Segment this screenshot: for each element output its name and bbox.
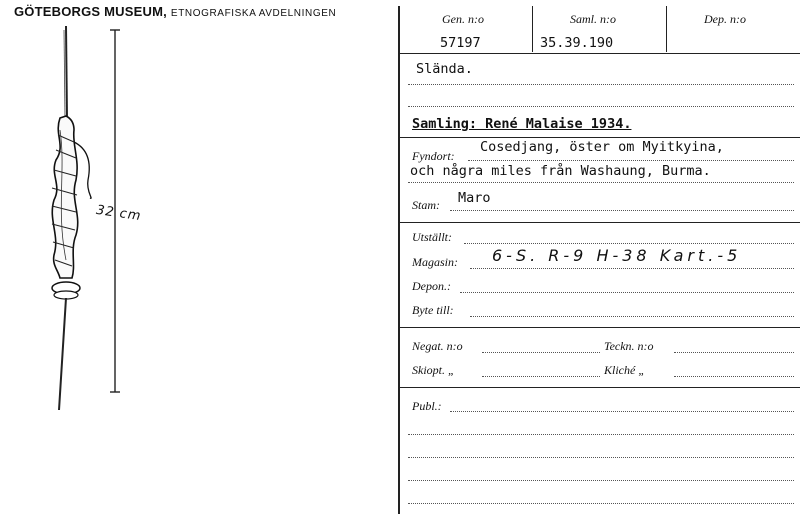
collection: Samling: René Malaise 1934.	[412, 116, 632, 132]
spindle-icon	[52, 26, 91, 410]
gen-no-value: 57197	[440, 35, 481, 51]
publ-label: Publ.:	[412, 399, 442, 413]
fyndort-line1: Cosedjang, öster om Myitkyina,	[480, 139, 724, 155]
dep-no-label: Dep. n:o	[704, 12, 746, 26]
magasin-label: Magasin:	[412, 255, 458, 269]
museum-header	[14, 4, 336, 19]
depon-label: Depon.:	[412, 279, 451, 293]
stam-label: Stam:	[412, 198, 440, 212]
museum-department: ETNOGRAFISKA AVDELNINGEN	[170, 8, 337, 19]
byte-label: Byte till:	[412, 303, 454, 317]
utstallt-label: Utställt:	[412, 230, 453, 244]
negat-label: Negat. n:o	[412, 339, 463, 353]
teckn-label: Teckn. n:o	[604, 339, 654, 353]
fyndort-label: Fyndort:	[412, 149, 455, 163]
measure-label: 32 cm	[95, 202, 143, 225]
magasin-value: 6-S. R-9 H-38 Kart.-5	[492, 246, 742, 265]
gen-no-label: Gen. n:o	[442, 12, 484, 26]
kliche-label: Kliché „	[604, 363, 645, 377]
catalogue-card	[398, 0, 800, 516]
skiopt-label: Skiopt. „	[412, 363, 455, 377]
saml-no-value: 35.39.190	[540, 35, 614, 51]
stam-value: Maro	[458, 190, 491, 206]
saml-no-label: Saml. n:o	[570, 12, 616, 26]
object-name: Slända.	[416, 61, 473, 77]
fyndort-line2: och några miles från Washaung, Burma.	[410, 163, 711, 179]
museum-name: GÖTEBORGS MUSEUM,	[14, 4, 167, 19]
